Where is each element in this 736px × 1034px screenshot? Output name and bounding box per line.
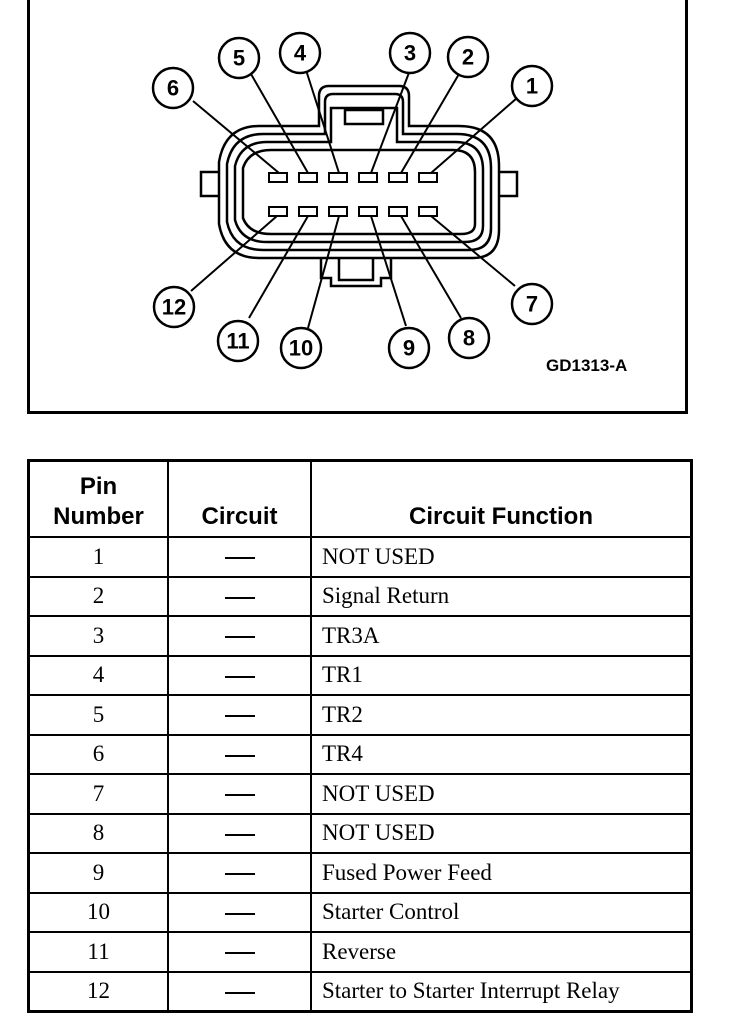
table-row	[29, 853, 692, 893]
cell-circuit	[168, 774, 311, 814]
cell-function: Starter Control	[311, 893, 692, 933]
table-row	[29, 893, 692, 933]
figure-code: GD1313-A	[546, 356, 628, 375]
connector-diagram	[27, 0, 688, 414]
socket-3	[359, 173, 377, 182]
cell-pin: 6	[29, 735, 169, 775]
socket-6	[269, 173, 287, 182]
cell-pin: 3	[29, 616, 169, 656]
circuit-dash	[225, 992, 255, 994]
pin-label-6: 6	[166, 75, 180, 101]
socket-2	[389, 173, 407, 182]
table-header-row	[29, 461, 692, 538]
table-row	[29, 537, 692, 577]
header-pin-number-text: Pin Number	[53, 473, 144, 530]
circuit-dash	[225, 794, 255, 796]
socket-5	[299, 173, 317, 182]
circuit-dash	[225, 676, 255, 678]
table-row	[29, 616, 692, 656]
pin-label-9: 9	[402, 335, 416, 361]
cell-circuit	[168, 616, 311, 656]
cell-function: Fused Power Feed	[311, 853, 692, 893]
cell-function: TR2	[311, 695, 692, 735]
cell-function: NOT USED	[311, 537, 692, 577]
table-row	[29, 814, 692, 854]
pin-label-3: 3	[403, 40, 417, 66]
pin-label-4: 4	[293, 40, 307, 66]
circuit-dash	[225, 834, 255, 836]
pin-label-11: 11	[226, 328, 250, 354]
cell-pin: 7	[29, 774, 169, 814]
cell-circuit	[168, 853, 311, 893]
circuit-dash	[225, 913, 255, 915]
cell-function: Signal Return	[311, 577, 692, 617]
cell-pin: 5	[29, 695, 169, 735]
pin-sockets	[269, 173, 437, 216]
connector-diagram-frame	[27, 0, 688, 414]
circuit-dash	[225, 597, 255, 599]
cell-function: NOT USED	[311, 814, 692, 854]
cell-pin: 2	[29, 577, 169, 617]
cell-circuit	[168, 972, 311, 1012]
header-circuit-function: Circuit Function	[311, 461, 692, 538]
cell-pin: 11	[29, 932, 169, 972]
socket-7	[419, 207, 437, 216]
header-pin-number	[29, 461, 169, 538]
connector-housing	[201, 86, 517, 286]
socket-9	[359, 207, 377, 216]
cell-function: TR3A	[311, 616, 692, 656]
cell-pin: 1	[29, 537, 169, 577]
cell-circuit	[168, 695, 311, 735]
pin-label-5: 5	[232, 45, 246, 71]
cell-circuit	[168, 893, 311, 933]
cell-circuit	[168, 814, 311, 854]
socket-1	[419, 173, 437, 182]
table-row	[29, 774, 692, 814]
cell-circuit	[168, 735, 311, 775]
cell-function: NOT USED	[311, 774, 692, 814]
pin-label-12: 12	[161, 294, 187, 320]
table-row	[29, 735, 692, 775]
cell-circuit	[168, 656, 311, 696]
circuit-dash	[225, 557, 255, 559]
socket-4	[329, 173, 347, 182]
table-row	[29, 932, 692, 972]
cell-pin: 12	[29, 972, 169, 1012]
circuit-dash	[225, 636, 255, 638]
table-row	[29, 695, 692, 735]
cell-pin: 10	[29, 893, 169, 933]
cell-function: TR4	[311, 735, 692, 775]
socket-8	[389, 207, 407, 216]
circuit-dash	[225, 755, 255, 757]
cell-pin: 9	[29, 853, 169, 893]
socket-12	[269, 207, 287, 216]
table-row	[29, 972, 692, 1012]
table-row	[29, 577, 692, 617]
pin-label-8: 8	[462, 325, 476, 351]
circuit-dash	[225, 873, 255, 875]
cell-circuit	[168, 577, 311, 617]
socket-10	[329, 207, 347, 216]
header-circuit: Circuit	[168, 461, 311, 538]
cell-circuit	[168, 537, 311, 577]
cell-function: Reverse	[311, 932, 692, 972]
cell-pin: 4	[29, 656, 169, 696]
circuit-dash	[225, 715, 255, 717]
cell-function: TR1	[311, 656, 692, 696]
pin-label-1: 1	[525, 73, 539, 99]
cell-circuit	[168, 932, 311, 972]
pin-label-10: 10	[288, 335, 314, 361]
pin-label-7: 7	[525, 291, 539, 317]
socket-11	[299, 207, 317, 216]
table-row	[29, 656, 692, 696]
pin-function-table	[27, 459, 693, 1013]
pin-label-2: 2	[461, 44, 475, 70]
cell-function: Starter to Starter Interrupt Relay	[311, 972, 692, 1012]
circuit-dash	[225, 952, 255, 954]
cell-pin: 8	[29, 814, 169, 854]
